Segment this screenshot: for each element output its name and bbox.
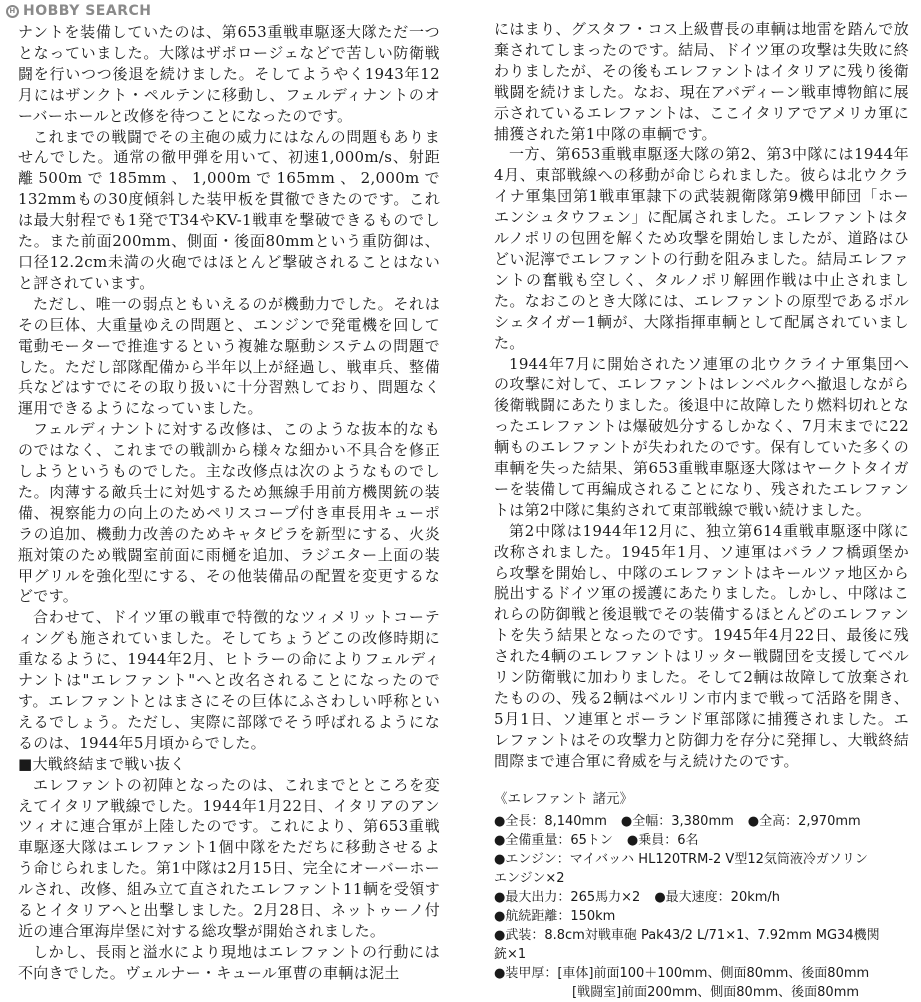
- spec-range: ●航続距離：150km: [494, 909, 616, 924]
- spec-length: ●全長：8,140mm: [494, 814, 607, 829]
- section-heading: ■大戦終結まで戦い抜く: [18, 754, 186, 773]
- specs-dimensions: [494, 812, 914, 831]
- spec-crew: ●乗員：6名: [626, 833, 699, 848]
- specs-weight-crew: [494, 831, 914, 850]
- specs-performance: [494, 888, 914, 907]
- paragraph: エレファントの初陣となったのは、これまでとところを変えてイタリア戦線でした。1944年1月22日、イタリアのアンツィオに連合軍が上陸したのです。これにより、第653重戦車駆逐大隊はエレファント1個中隊をただちに移動させるよう命じられました。第1中隊は2月15日、完全にオーバーホールされ、改修、組み立て直されたエレファント11輌を受領するとイタリアへと出撃しました。2月28日、ネットゥーノ付近の連合軍海岸堡に対する総攻撃が開始されました。: [18, 775, 440, 940]
- spec-power: ●最大出力：265馬力×2: [494, 890, 641, 905]
- paragraph: フェルディナントに対する改修は、このような抜本的なものではなく、これまでの戦訓から様々な細かい不具合を修正しようというものでした。主な改修点は次のようなものでした。肉薄する敵兵士に対処するため無線手用前方機関銃の装備、視察能力の向上のためペリスコープ付き車長用キューポラの追加、機動力改善のためキャタピラを新型にする、火炎瓶対策のため戦闘室前面に雨樋を追加、ラジエター上面の装甲グリルを強化型にする、その他装備品の配置を変更するなどです。: [18, 420, 440, 606]
- spec-armor: ●装甲厚：[車体]前面100＋100mm、側面80mm、後面80mm: [494, 966, 870, 981]
- paragraph: ナントを装備していたのは、第653重戦車駆逐大隊ただ一つとなっていました。大隊はザポロージェなどで苦しい防衛戦闘を行いつつ後退を続けました。そしてようやく1943年12月にはザンクト・ペルテンに移動し、フェルディナントのオーバーホールと改修を待つことになったのです。: [18, 23, 440, 125]
- spec-armor-cont: [戦闘室]前面200mm、側面80mm、後面80mm: [572, 985, 860, 1000]
- specs-title: 《エレファント 諸元》: [494, 791, 634, 807]
- logo-badge-icon: H: [6, 5, 19, 18]
- paragraph: 第2中隊は1944年12月に、独立第614重戦車駆逐中隊に改称されました。1945年1月、ソ連軍はバラノフ橋頭堡から攻撃を開始し、中隊のエレファントはキールツァ地区から脱出するドイツ軍の援護にあたりました。しかし、中隊はこれらの防御戦と後退戦でその装備するほとんどのエレファントを失う結果となったのです。1945年4月22日、最後に残された4輌のエレファントはリッター戦闘団を支援してベルリン防衛戦に加わりました。そして2輌は故障して放棄されたものの、残る2輌はベルリン市内まで戦って活路を開き、5月1日、ソ連軍とポーランド軍部隊に捕獲されました。エレファントはその攻撃力と防御力を存分に発揮し、大戦終結間際まで連合軍に脅威を与え続けたのです。: [494, 521, 909, 770]
- paragraph: これまでの戦闘でその主砲の威力にはなんの問題もありませんでした。通常の徹甲弾を用いて、初速1,000m/s、射距離500mで185mm、1,000mで165mm、2,000mで132mmもの30度傾斜した装甲板を貫徹できたのです。これは最大射程でも1発でT34やKV-1戦車を撃破できるものでした。また前面200mm、側面・後面80mmという重防御は、口径12.2cm未満の火砲ではほとんど撃破されることはないと評されています。: [18, 127, 440, 292]
- spec-weight: ●全備重量：65トン: [494, 833, 613, 848]
- spec-engine: ●エンジン：マイバッハ HL120TRM-2 V型12気筒液冷ガソリン: [494, 852, 868, 867]
- spec-height: ●全高：2,970mm: [747, 814, 861, 829]
- paragraph: 一方、第653重戦車駆逐大隊の第2、第3中隊には1944年4月、東部戦線への移動が命じられました。彼らは北ウクライナ軍集団第1戦車軍隷下の武装親衛隊第9機甲師団「ホーエンシュタウフェン」に配属されました。エレファントはタルノポリの包囲を解くため攻撃を開始しましたが、道路はひどい泥濘でエレファントの行動を阻みました。結局エレファントの奮戦も空しく、タルノポリ解囲作戦は中止されました。なおこのとき大隊には、エレファントの原型であるポルシェタイガー1輌が、大隊指揮車輌として配属されていました。: [494, 145, 909, 352]
- left-column: [18, 22, 440, 984]
- paragraph: にはまり、グスタフ・コス上級曹長の車輌は地雷を踏んで放棄されてしまったのです。結局、ドイツ軍の攻撃は失敗に終わりましたが、その後もエレファントはイタリアに残り後衛戦闘を続けました。なお、現在アバディーン戦車博物館に展示されているエレファントは、ここイタリアでアメリカ軍に捕獲された第1中隊の車輌です。: [494, 20, 909, 143]
- paragraph: ただし、唯一の弱点ともいえるのが機動力でした。それはその巨体、大重量ゆえの問題と、エンジンで発電機を回して電動モーターで推進するという複雑な駆動システムの問題でした。ただし部隊配備から半年以上が経過し、戦車兵、整備兵などはすでにその取り扱いに十分習熟しており、問題なく運用できるようになっていました。: [18, 294, 440, 418]
- spec-width: ●全幅：3,380mm: [620, 814, 734, 829]
- spec-speed: ●最大速度：20km/h: [654, 890, 781, 905]
- spec-engine-cont: エンジン×2: [494, 871, 565, 886]
- paragraph: しかし、長雨と溢水により現地はエレファントの行動には不向きでした。ヴェルナー・キュール軍曹の車輌は泥土: [18, 942, 440, 982]
- spec-armament-cont: 銃×1: [494, 947, 527, 962]
- spec-armament: ●武装：8.8cm対戦車砲 Pak43/2 L/71×1、7.92mm MG34機関: [494, 928, 880, 943]
- paragraph: 合わせて、ドイツ軍の戦車で特徴的なツィメリットコーティングも施されていました。そしてちょうどこの改修時期に重なるように、1944年2月、ヒトラーの命によりフェルディナントは"エレファント"へと改名されることになったのです。エレファントとはまさにその巨体にふさわしい呼称といえるでしょう。ただし、実際に部隊でそう呼ばれるようになるのは、1944年5月頃からでした。: [18, 608, 440, 752]
- specifications: [494, 790, 914, 1002]
- site-logo: [6, 3, 151, 19]
- logo-text: HOBBY SEARCH: [23, 3, 152, 19]
- right-column: [494, 19, 909, 772]
- paragraph: 1944年7月に開始されたソ連軍の北ウクライナ軍集団への攻撃に対して、エレファントはレンベルクへ撤退しながら後衛戦闘にあたりました。後退中に故障したり燃料切れとなったエレファントは爆破処分するしかなく、7月末までに22輌ものエレファントが失われたのです。保有していた多くの車輌を失った結果、第653重戦車駆逐大隊はヤークトタイガーを装備して再編成されることになり、残されたエレファントは第2中隊に集約されて東部戦線で戦い続けました。: [494, 354, 909, 519]
